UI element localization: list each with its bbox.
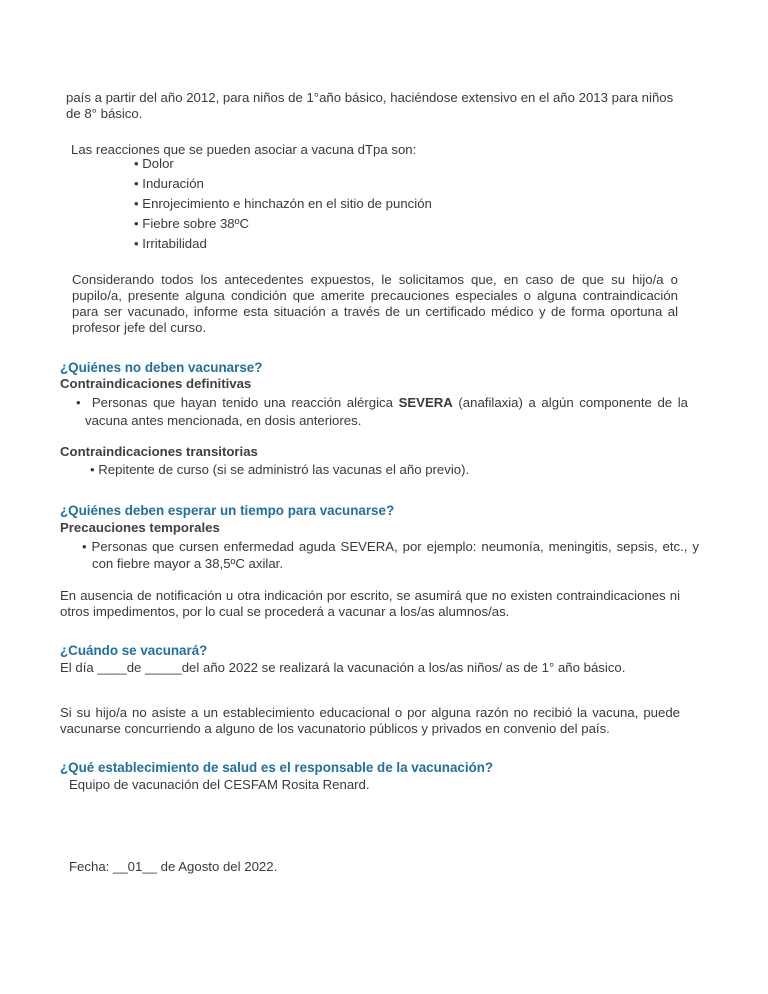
transitory-item bbox=[90, 462, 469, 478]
reaction-item: • Fiebre sobre 38ºC bbox=[134, 214, 432, 234]
definitive-item-bold: SEVERA bbox=[398, 395, 453, 410]
reactions-lead: Las reacciones que se pueden asociar a vacuna dTpa son: bbox=[71, 142, 417, 157]
request-paragraph: Considerando todos los antecedentes expuestos, le solicitamos que, en caso de que su hijo/a o pupilo/a, presente alguna condición que amerite precauciones especiales o alguna contraindicación para ser vacunado, informe esta situación a través de un certificado médico y de forma oportuna al profesor jefe del curso. bbox=[72, 272, 678, 335]
reactions-list bbox=[134, 154, 432, 254]
subheading-definitive: Contraindicaciones definitivas bbox=[60, 376, 252, 391]
heading-wait: ¿Quiénes deben esperar un tiempo para vacunarse? bbox=[60, 503, 395, 518]
transitory-item-text: Repitente de curso (si se administró las vacunas el año previo). bbox=[98, 462, 470, 477]
reaction-item: • Dolor bbox=[134, 154, 432, 174]
bullet: • bbox=[90, 462, 99, 477]
reaction-item: • Enrojecimiento e hinchazón en el sitio de punción bbox=[134, 194, 432, 214]
heading-when: ¿Cuándo se vacunará? bbox=[60, 643, 208, 658]
date-line: Fecha: __01__ de Agosto del 2022. bbox=[69, 859, 278, 874]
intro-line-2: de 8° básico. bbox=[66, 106, 143, 121]
missed-paragraph: Si su hijo/a no asiste a un establecimiento educacional o por alguna razón no recibió la vacuna, puede vacunarse concurriendo a alguno de los vacunatorio públicos y privados en convenio del país. bbox=[60, 705, 680, 736]
reaction-item: • Irritabilidad bbox=[134, 234, 432, 254]
definitive-item bbox=[76, 394, 688, 430]
temporal-item: • Personas que cursen enfermedad aguda SEVERA, por ejemplo: neumonía, meningitis, sepsis, etc., y con fiebre mayor a 38,5ºC axilar. bbox=[72, 538, 699, 572]
heading-facility: ¿Qué establecimiento de salud es el responsable de la vacunación? bbox=[60, 760, 494, 775]
subheading-transitory: Contraindicaciones transitorias bbox=[60, 444, 258, 459]
intro-line-1: país a partir del año 2012, para niños de 1°año básico, haciéndose extensivo en el año 2013 para niños bbox=[66, 90, 674, 105]
reaction-item: • Induración bbox=[134, 174, 432, 194]
definitive-item-pre: Personas que hayan tenido una reacción alérgica bbox=[91, 395, 393, 410]
heading-who-not: ¿Quiénes no deben vacunarse? bbox=[60, 360, 263, 375]
when-text: El día ____de _____del año 2022 se realizará la vacunación a los/as niños/ as de 1° año básico. bbox=[60, 660, 626, 675]
subheading-temporal: Precauciones temporales bbox=[60, 520, 220, 535]
absence-paragraph: En ausencia de notificación u otra indicación por escrito, se asumirá que no existen contraindicaciones ni otros impedimentos, por lo cual se procederá a vacunar a los/as alumnos/as. bbox=[60, 588, 680, 619]
facility-text: Equipo de vacunación del CESFAM Rosita Renard. bbox=[69, 777, 370, 792]
definitive-item-post: (anafilaxia) a algún componente de la vacuna antes mencionada, en dosis anteriores. bbox=[85, 395, 688, 428]
